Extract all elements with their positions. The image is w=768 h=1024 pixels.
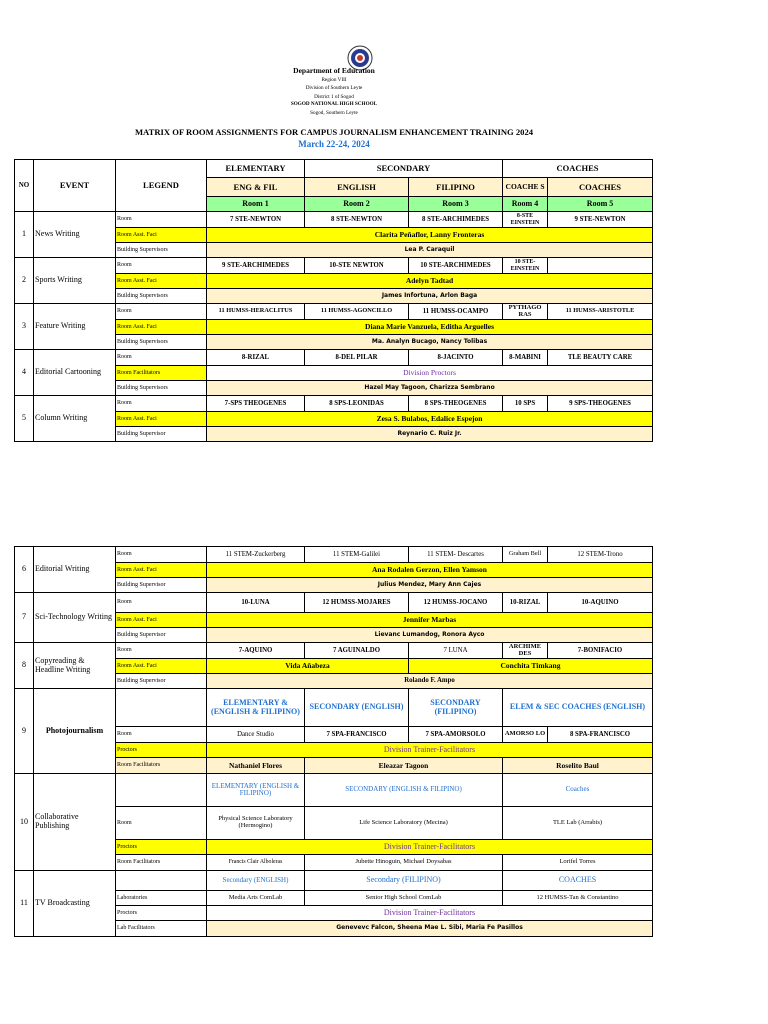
proctors-cell: Division Trainer-Facilitators bbox=[207, 743, 653, 758]
lab-cell: Media Arts ComLab bbox=[207, 891, 305, 906]
room-cell: 8-MABINI bbox=[503, 350, 548, 366]
legend-lab-facilitators: Lab Facilitators bbox=[116, 921, 207, 937]
photo-header-4: ELEM & SEC COACHES (ENGLISH) bbox=[503, 689, 653, 727]
room-cell: 12 HUMSS-MOJARES bbox=[305, 593, 409, 613]
room-cell: 11 STEM-Galilei bbox=[305, 547, 409, 563]
event-4-no: 4 bbox=[15, 350, 34, 396]
room-cell: AMORSO LO bbox=[503, 727, 548, 743]
proctors-cell: Division Trainer-Facilitators bbox=[207, 906, 653, 921]
room-cell: 10 STE-ARCHIMEDES bbox=[409, 258, 503, 274]
photo-header-3: SECONDARY (FILIPINO) bbox=[409, 689, 503, 727]
col-room-1: Room 1 bbox=[207, 197, 305, 212]
legend-room: Room bbox=[116, 593, 207, 613]
legend-faci: Room Asst. Faci bbox=[116, 320, 207, 335]
room-cell: 12 HUMSS-JOCANO bbox=[409, 593, 503, 613]
supervisor-cell: Lea P. Caraquil bbox=[207, 243, 653, 258]
supervisor-cell: Ma. Analyn Bucago, Nancy Tolibas bbox=[207, 335, 653, 350]
room-cell: 9 SPS-THEOGENES bbox=[548, 396, 653, 412]
supervisor-cell: Lievanc Lumandog, Ronora Ayco bbox=[207, 628, 653, 643]
legend-laboratories: Laboratories bbox=[116, 891, 207, 906]
room-cell: 10 SPS bbox=[503, 396, 548, 412]
room-cell: 8-JACINTO bbox=[409, 350, 503, 366]
faci-cell: Jennifer Marbas bbox=[207, 613, 653, 628]
col-event: EVENT bbox=[34, 160, 116, 212]
legend-supervisor: Building Supervisor bbox=[116, 427, 207, 442]
room-cell: 10-STE NEWTON bbox=[305, 258, 409, 274]
room-cell: 8 STE-NEWTON bbox=[305, 212, 409, 228]
event-1-name: News Writing bbox=[34, 212, 116, 258]
room-cell: 8 SPS-THEOGENES bbox=[409, 396, 503, 412]
school-address: Sogod, Southern Leyte bbox=[310, 110, 358, 116]
event-5-name: Column Writing bbox=[34, 396, 116, 442]
faci-cell: Adelyn Tadtad bbox=[207, 274, 653, 289]
lab-facilitators-cell: Genevevc Falcon, Sheena Mae L. Sibi, Maria Fe Pasillos bbox=[207, 921, 653, 937]
col-english: ENGLISH bbox=[305, 178, 409, 197]
faci-cell: Conchita Timkang bbox=[409, 659, 653, 674]
legend-proctors: Proctors bbox=[116, 906, 207, 921]
empty-cell bbox=[116, 871, 207, 891]
room-cell: Dance Studio bbox=[207, 727, 305, 743]
faci-cell: Diana Marie Vanzuela, Editha Arguelles bbox=[207, 320, 653, 335]
event-10-name: Collaborative Publishing bbox=[34, 774, 116, 871]
room-cell: 7 SPA-AMORSOLO bbox=[409, 727, 503, 743]
room-cell: 7 SPA-FRANCISCO bbox=[305, 727, 409, 743]
col-room-4: Room 4 bbox=[503, 197, 548, 212]
event-5-no: 5 bbox=[15, 396, 34, 442]
legend-room: Room bbox=[116, 350, 207, 366]
event-7-name: Sci-Technology Writing bbox=[34, 593, 116, 643]
legend-supervisor: Building Supervisors bbox=[116, 335, 207, 350]
legend-faci: Room Asst. Faci bbox=[116, 228, 207, 243]
col-coaches-2: COACHES bbox=[548, 178, 653, 197]
legend-room: Room bbox=[116, 396, 207, 412]
legend-supervisor: Building Supervisors bbox=[116, 381, 207, 396]
room-cell: Graham Bell bbox=[503, 547, 548, 563]
collab-header-3: Coaches bbox=[503, 774, 653, 807]
tv-header-2: Secondary (FILIPINO) bbox=[305, 871, 503, 891]
room-cell: 12 STEM-Trono bbox=[548, 547, 653, 563]
school-name: SOGOD NATIONAL HIGH SCHOOL bbox=[290, 101, 378, 107]
event-3-no: 3 bbox=[15, 304, 34, 350]
event-2-no: 2 bbox=[15, 258, 34, 304]
room-cell: Physical Science Laboratory (Hermogino) bbox=[207, 807, 305, 840]
faci-cell: Vida Añabeza bbox=[207, 659, 409, 674]
empty-cell bbox=[116, 689, 207, 727]
room-cell: TLE BEAUTY CARE bbox=[548, 350, 653, 366]
col-room-5: Room 5 bbox=[548, 197, 653, 212]
col-coaches: COACHES bbox=[503, 160, 653, 178]
col-room-3: Room 3 bbox=[409, 197, 503, 212]
supervisor-cell: Reynario C. Ruiz Jr. bbox=[207, 427, 653, 442]
room-cell: 7-AQUINO bbox=[207, 643, 305, 659]
room-matrix-table-1 bbox=[14, 159, 653, 442]
room-cell: 7 STE-NEWTON bbox=[207, 212, 305, 228]
room-cell: 10-RIZAL bbox=[503, 593, 548, 613]
faci-cell: Zesa S. Bulabos, Edalice Espejon bbox=[207, 412, 653, 427]
event-10-no: 10 bbox=[15, 774, 34, 871]
facilitator-cell: Francis Clair Alboleras bbox=[207, 855, 305, 871]
event-4-name: Editorial Cartooning bbox=[34, 350, 116, 396]
faci-cell: Clarita Peñaflor, Lanny Fronteras bbox=[207, 228, 653, 243]
event-9-name: Photojournalism bbox=[34, 689, 116, 774]
event-2-name: Sports Writing bbox=[34, 258, 116, 304]
legend-room: Room bbox=[116, 547, 207, 563]
legend-proctors: Proctors bbox=[116, 743, 207, 758]
room-cell: 7 LUNA bbox=[409, 643, 503, 659]
col-filipino: FILIPINO bbox=[409, 178, 503, 197]
legend-room: Room bbox=[116, 807, 207, 840]
room-cell: 10-LUNA bbox=[207, 593, 305, 613]
room-matrix-table-2 bbox=[14, 546, 653, 937]
facilitator-cell: Roselito Baul bbox=[503, 758, 653, 774]
facilitator-cell: Jubette Hinoguin, Michael Doysabas bbox=[305, 855, 503, 871]
room-cell: 11 HUMSS-ARISTOTLE bbox=[548, 304, 653, 320]
room-cell: 8 SPS-LEONIDAS bbox=[305, 396, 409, 412]
event-8-no: 8 bbox=[15, 643, 34, 689]
legend-faci: Room Asst. Faci bbox=[116, 659, 207, 674]
event-9-no: 9 bbox=[15, 689, 34, 774]
legend-room-facilitators: Room Facilitators bbox=[116, 855, 207, 871]
legend-room: Room bbox=[116, 643, 207, 659]
event-8-name: Copyreading & Headline Writing bbox=[34, 643, 116, 689]
photo-header-1: ELEMENTARY & (ENGLISH & FILIPINO) bbox=[207, 689, 305, 727]
room-cell: 11 HUMSS-OCAMPO bbox=[409, 304, 503, 320]
legend-room: Room bbox=[116, 727, 207, 743]
room-cell: Life Science Laboratory (Mecina) bbox=[305, 807, 503, 840]
lab-cell: 12 HUMSS-Tan & Constantino bbox=[503, 891, 653, 906]
room-cell: 11 HUMSS-HERACLITUS bbox=[207, 304, 305, 320]
legend-supervisor: Building Supervisor bbox=[116, 674, 207, 689]
faci-cell: Ana Rodalen Gerzon, Ellen Yamson bbox=[207, 563, 653, 578]
col-legend: LEGEND bbox=[116, 160, 207, 212]
supervisor-cell: James Infortuna, Arlon Baga bbox=[207, 289, 653, 304]
legend-faci: Room Asst. Faci bbox=[116, 274, 207, 289]
room-cell bbox=[548, 258, 653, 274]
room-cell: 8-DEL PILAR bbox=[305, 350, 409, 366]
collab-header-2: SECONDARY (ENGLISH & FILIPINO) bbox=[305, 774, 503, 807]
room-cell: 9 STE-ARCHIMEDES bbox=[207, 258, 305, 274]
tv-header-3: COACHES bbox=[503, 871, 653, 891]
facilitator-cell: Eleazar Tagoon bbox=[305, 758, 503, 774]
region: Region VIII bbox=[321, 77, 347, 83]
room-cell: TLE Lab (Arrabis) bbox=[503, 807, 653, 840]
col-coaches-short: COACHE S bbox=[503, 178, 548, 197]
event-11-no: 11 bbox=[15, 871, 34, 937]
room-cell: 11 STEM- Descartes bbox=[409, 547, 503, 563]
col-no: NO bbox=[15, 160, 34, 212]
supervisor-cell: Hazel May Tagoon, Charizza Sembrano bbox=[207, 381, 653, 396]
room-cell: PYTHAGO RAS bbox=[503, 304, 548, 320]
event-6-name: Editorial Writing bbox=[34, 547, 116, 593]
district: District 1 of Sogod bbox=[314, 94, 354, 100]
collab-header-1: ELEMENTARY (ENGLISH & FILIPINO) bbox=[207, 774, 305, 807]
event-6-no: 6 bbox=[15, 547, 34, 593]
legend-room: Room bbox=[116, 304, 207, 320]
division: Division of Southern Leyte bbox=[305, 85, 363, 91]
event-11-name: TV Broadcasting bbox=[34, 871, 116, 937]
room-cell: 11 HUMSS-AGONCILLO bbox=[305, 304, 409, 320]
tv-header-1: Secondary (ENGLISH) bbox=[207, 871, 305, 891]
legend-room: Room bbox=[116, 258, 207, 274]
supervisor-cell: Julius Mendez, Mary Ann Cajes bbox=[207, 578, 653, 593]
event-1-no: 1 bbox=[15, 212, 34, 258]
legend-faci: Room Asst. Faci bbox=[116, 563, 207, 578]
room-cell: 8-RIZAL bbox=[207, 350, 305, 366]
photo-header-2: SECONDARY (ENGLISH) bbox=[305, 689, 409, 727]
event-7-no: 7 bbox=[15, 593, 34, 643]
room-cell: 8 SPA-FRANCISCO bbox=[548, 727, 653, 743]
col-room-2: Room 2 bbox=[305, 197, 409, 212]
room-cell: 8 STE-ARCHIMEDES bbox=[409, 212, 503, 228]
legend-supervisor: Building Supervisors bbox=[116, 243, 207, 258]
legend-room: Room bbox=[116, 212, 207, 228]
col-secondary: SECONDARY bbox=[305, 160, 503, 178]
col-elementary: ELEMENTARY bbox=[207, 160, 305, 178]
room-cell: 8-STE EINSTEIN bbox=[503, 212, 548, 228]
col-eng-fil: ENG & FIL bbox=[207, 178, 305, 197]
legend-faci: Room Asst. Faci bbox=[116, 412, 207, 427]
dept-name: Department of Education bbox=[293, 66, 375, 75]
facilitator-cell: Lorifel Torres bbox=[503, 855, 653, 871]
room-cell: 7-BONIFACIO bbox=[548, 643, 653, 659]
document-title: MATRIX OF ROOM ASSIGNMENTS FOR CAMPUS JOURNALISM ENHANCEMENT TRAINING 2024 bbox=[134, 127, 534, 137]
room-cell: 7-SPS THEOGENES bbox=[207, 396, 305, 412]
room-cell: 10 STE-EINSTEIN bbox=[503, 258, 548, 274]
proctors-cell: Division Trainer-Facilitators bbox=[207, 840, 653, 855]
legend-proctors: Proctors bbox=[116, 840, 207, 855]
empty-cell bbox=[116, 774, 207, 807]
legend-supervisor: Building Supervisor bbox=[116, 628, 207, 643]
legend-faci: Room Facilitators bbox=[116, 366, 207, 381]
room-cell: 10-AQUINO bbox=[548, 593, 653, 613]
event-dates: March 22-24, 2024 bbox=[298, 139, 370, 149]
lab-cell: Senior High School ComLab bbox=[305, 891, 503, 906]
room-cell: 7 AGUINALDO bbox=[305, 643, 409, 659]
facilitator-cell: Nathaniel Flores bbox=[207, 758, 305, 774]
supervisor-cell: Rolando F. Ampo bbox=[207, 674, 653, 689]
legend-supervisor: Building Supervisors bbox=[116, 289, 207, 304]
legend-room-facilitators: Room Facilitators bbox=[116, 758, 207, 774]
event-3-name: Feature Writing bbox=[34, 304, 116, 350]
legend-supervisor: Building Supervisor bbox=[116, 578, 207, 593]
legend-faci: Room Asst. Faci bbox=[116, 613, 207, 628]
room-cell: ARCHIME DES bbox=[503, 643, 548, 659]
faci-cell: Division Proctors bbox=[207, 366, 653, 381]
room-cell: 9 STE-NEWTON bbox=[548, 212, 653, 228]
room-cell: 11 STEM-Zuckerberg bbox=[207, 547, 305, 563]
